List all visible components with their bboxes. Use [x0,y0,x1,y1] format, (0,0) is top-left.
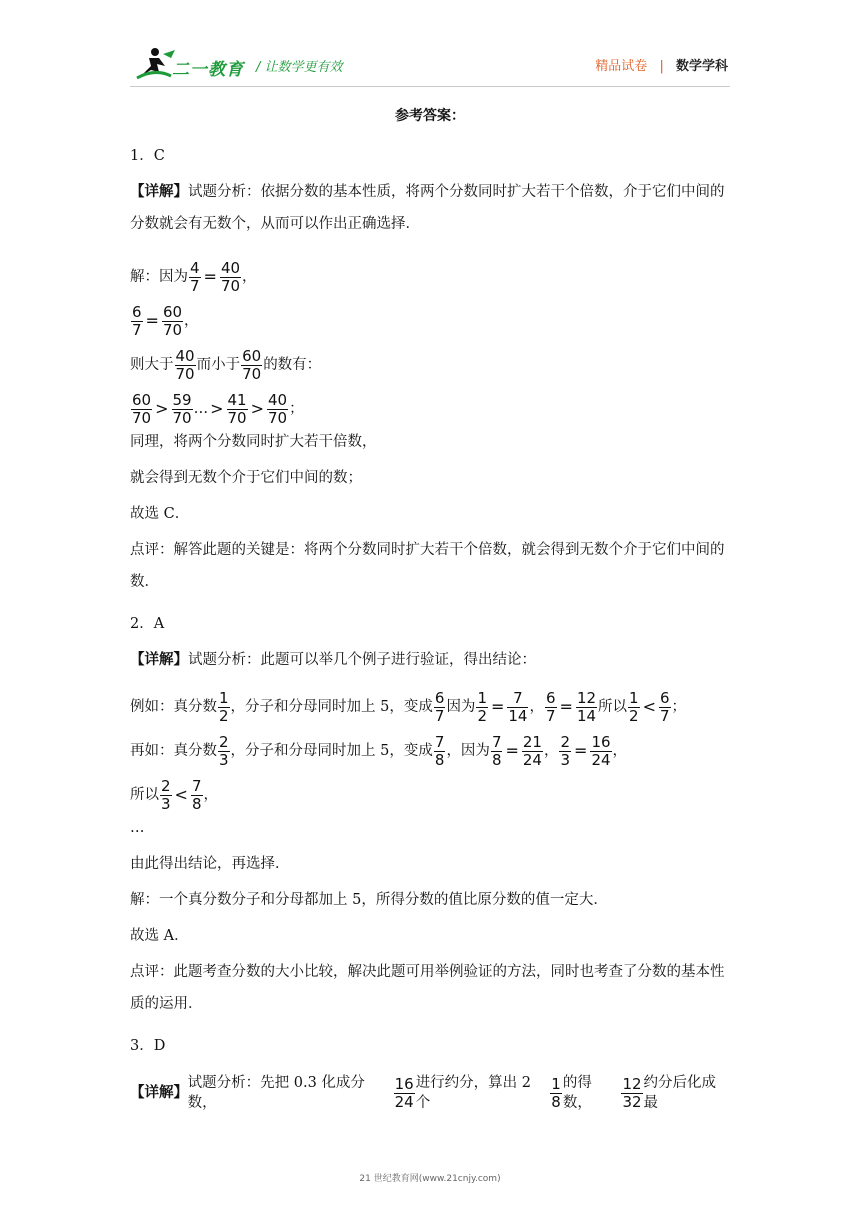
fraction: $\frac{7}{14}$ [508,688,528,725]
page-header [0,0,860,90]
fraction: $\frac{1}{2}$ [477,688,487,725]
q3-detail: 【详解】 试题分析：先把 0.3 化成分数， $\frac{16}{24}$ 进行约分，算出 2 个 $\frac{1}{8}$ 的得数， $\frac{12}{32}$ 约分后化成最 [130,1074,717,1111]
fraction: $\frac{1}{2}$ [629,688,639,725]
fraction: $\frac{60}{70}$ [132,390,152,427]
q1-infinite: 就会得到无数个介于它们中间的数； [130,470,362,486]
fraction: $\frac{1}{2}$ [219,688,229,725]
q2-number: 2．A [130,616,165,632]
q1-choose: 故选 C． [130,506,190,522]
q2-detail: 【详解】试题分析：此题可以举几个例子进行验证，得出结论： [130,652,536,668]
fraction: $\frac{6}{7}$ [659,688,670,725]
brand-name: 二一教育 [172,60,244,80]
fraction: $\frac{6}{7}$ [434,688,445,725]
fraction: $\frac{7}{8}$ [191,776,202,813]
header-tags [595,55,728,74]
q1-sol-prefix: 解：因为 [130,269,188,285]
fraction: $\frac{12}{14}$ [576,688,597,725]
q1-range: 则大于 $\frac{40}{70}$ 而小于 $\frac{60}{70}$ 的数有： [130,346,322,383]
q1-detail-text: 试题分析：依据分数的基本性质，将两个分数同时扩大若干个倍数，介于它们中间的分数就会有无数个，从而可以作出正确选择． [130,184,725,232]
fraction: $\frac{12}{32}$ [622,1074,642,1111]
fraction: $\frac{16}{24}$ [394,1074,414,1111]
fraction: $\frac{40}{70}$ [175,346,195,383]
fraction: $\frac{6}{7}$ [132,302,142,339]
q2-so: 所以 $\frac{2}{3}$ < $\frac{7}{8}$ ， [130,776,218,813]
q1-eq2: $\frac{6}{7}$ = $\frac{60}{70}$ ， [132,302,199,339]
fraction: $\frac{60}{70}$ [242,346,262,383]
q1-same: 同理，将两个分数同时扩大若干倍数， [130,434,377,450]
fraction: $\frac{2}{3}$ [161,776,171,813]
fraction: $\frac{59}{70}$ [172,390,192,427]
fraction: $\frac{16}{24}$ [591,732,611,769]
q1-comment: 点评：解答此题的关键是：将两个分数同时扩大若干个倍数，就会得到无数个介于它们中间的数． [130,542,725,590]
fraction: $\frac{40}{70}$ [268,390,288,427]
q2-conclude: 由此得出结论，再选择． [130,856,290,872]
fraction: $\frac{40}{70}$ [220,258,241,295]
page-title: 参考答案： [395,108,465,124]
brand-slogan: / 让数学更有效 [256,60,343,75]
fraction: $\frac{7}{8}$ [434,732,445,769]
tag-subject: 数学学科 [675,59,728,74]
q1-number: 1．C [130,148,165,164]
fraction: $\frac{60}{70}$ [162,302,183,339]
fraction: $\frac{2}{3}$ [219,732,229,769]
page-footer: 21 世纪教育网(www.21cnjy.com) [359,1174,501,1184]
tag-separator: | [659,59,664,74]
fraction: $\frac{7}{8}$ [491,732,502,769]
q2-dots: … [130,820,145,836]
fraction: $\frac{6}{7}$ [545,688,556,725]
fraction: $\frac{4}{7}$ [190,258,200,295]
q1-chain: $\frac{60}{70}$ > $\frac{59}{70}$ … > $\frac{41}{70}$ > $\frac{40}{70}$ ； [132,390,304,427]
q2-example1: 例如：真分数 $\frac{1}{2}$ ，分子和分母同时加上 5，变成 $\frac{6}{7}$ 因为 $\frac{1}{2}$ = $\frac{7}{14}$ ， $\frac{6}{7}$ = $\frac{12}{14}$ 所以 $\frac{1}{2}$ < $\frac{6}{7}$ ； [130,688,687,725]
q3-number: 3．D [130,1038,166,1054]
q2-comment: 点评：此题考查分数的大小比较，解决此题可用举例验证的方法，同时也考查了分数的基本性质的运用． [130,964,725,1012]
tag-premium: 精品试卷 [595,59,648,74]
fraction: $\frac{2}{3}$ [560,732,571,769]
header-divider [130,86,730,87]
q1-detail [130,176,730,240]
fraction: $\frac{21}{24}$ [522,732,542,769]
q2-example2: 再如：真分数 $\frac{2}{3}$ ，分子和分母同时加上 5，变成 $\frac{7}{8}$ ，因为 $\frac{7}{8}$ = $\frac{21}{24}$ ， $\frac{2}{3}$ = $\frac{16}{24}$ ， [130,732,628,769]
answer-content [130,100,730,1116]
q2-choose: 故选 A． [130,928,189,944]
q1-eq1: 解：因为 $\frac{4}{7}$ = $\frac{40}{70}$ ， [130,258,257,295]
fraction: $\frac{41}{70}$ [227,390,247,427]
q2-solution: 解：一个真分数分子和分母都加上 5，所得分数的值比原分数的值一定大． [130,892,608,908]
q1-detail-label: 【详解】 [130,184,188,200]
fraction: $\frac{1}{8}$ [551,1074,561,1111]
